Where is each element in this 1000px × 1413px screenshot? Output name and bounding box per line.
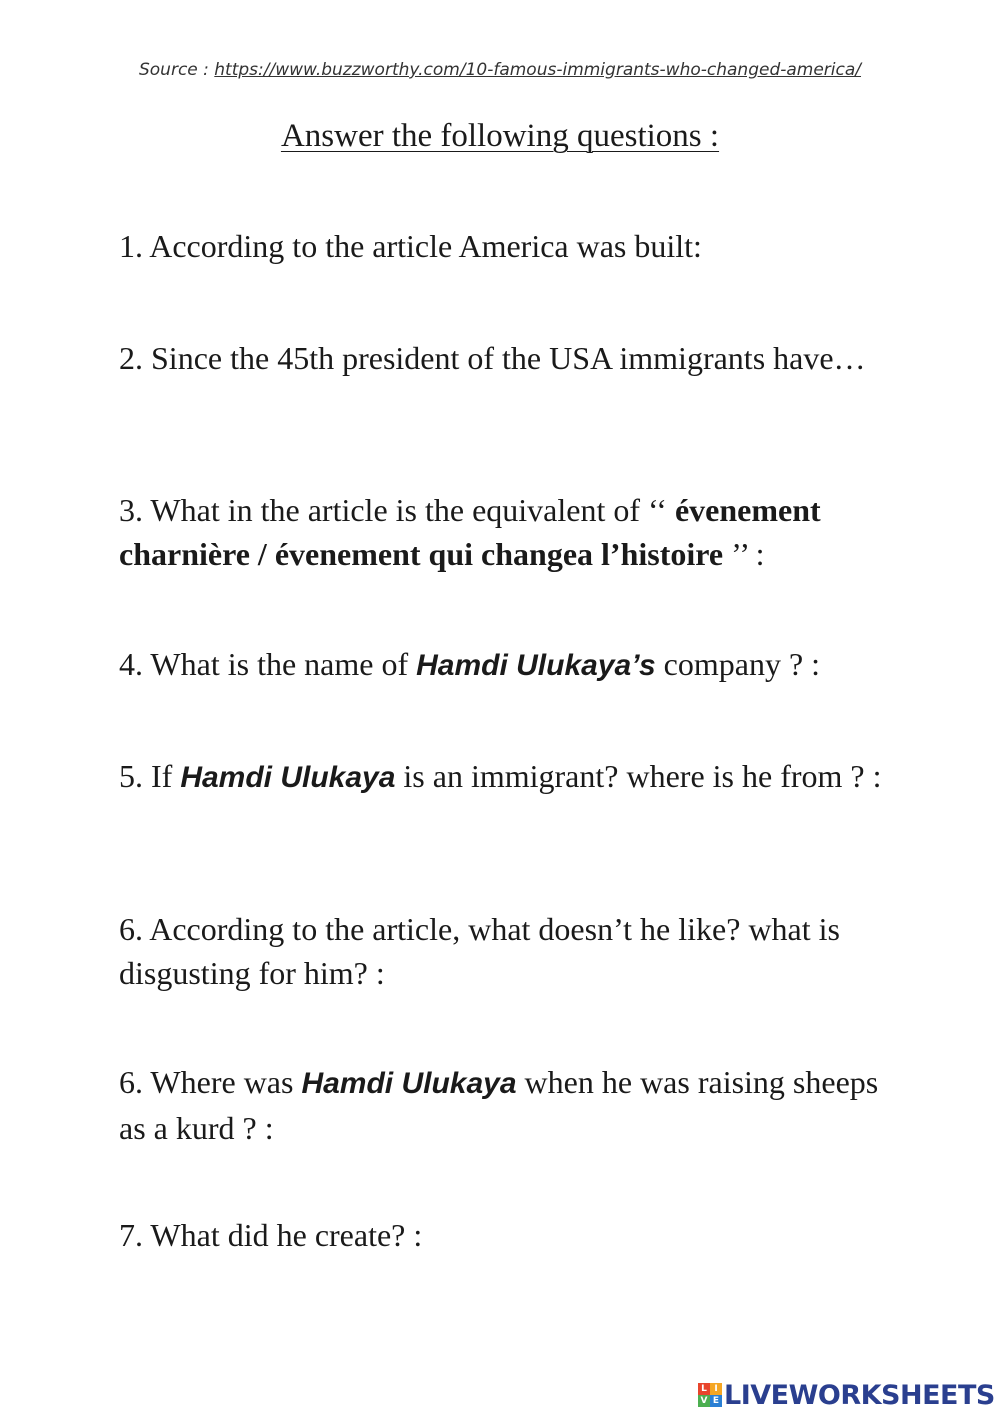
source-link[interactable]: https://www.buzzworthy.com/10-famous-immigrants-who-changed-america/ — [214, 60, 862, 80]
question-3-suffix: ’’ : — [723, 536, 765, 572]
question-6b-suffix: when he was raising sheeps as a kurd ? : — [119, 1064, 879, 1146]
source-line — [0, 60, 1000, 80]
logo-icon-letter: I — [710, 1383, 722, 1395]
liveworksheets-logo-icon — [698, 1383, 722, 1407]
question-6b-person-name: Hamdi Ulukaya — [301, 1067, 517, 1100]
question-1: 1. According to the article America was built: — [119, 228, 702, 264]
liveworksheets-logo — [698, 1378, 995, 1412]
question-4-suffix: company ? : — [655, 646, 821, 682]
question-5-text: 5. If — [119, 758, 181, 794]
question-5-person-name: Hamdi Ulukaya — [180, 761, 396, 794]
question-4 — [119, 642, 899, 688]
source-prefix: Source : — [138, 60, 215, 80]
question-6b-text: 6. Where was — [119, 1064, 302, 1100]
question-2: 2. Since the 45th president of the USA immigrants have… — [119, 340, 866, 376]
logo-icon-letter: L — [698, 1383, 710, 1395]
question-3-text: 3. What in the article is the equivalent of ‘‘ — [119, 492, 675, 528]
question-6b — [119, 1060, 899, 1150]
question-7: 7. What did he create? : — [119, 1217, 423, 1253]
question-6a: 6. According to the article, what doesn’t he like? what is disgusting for him? : — [119, 911, 840, 991]
question-4-person-name: Hamdi Ulukaya’s — [416, 649, 656, 682]
worksheet-heading: Answer the following questions : — [280, 118, 720, 154]
question-5 — [119, 754, 899, 800]
logo-icon-letter: V — [698, 1395, 710, 1407]
logo-icon-letter: E — [710, 1395, 722, 1407]
question-3-french-term: évenement charnière / évenement qui changea l’histoire — [119, 492, 821, 572]
question-4-text: 4. What is the name of — [119, 646, 417, 682]
liveworksheets-logo-text: LIVEWORKSHEETS — [724, 1379, 995, 1411]
question-5-suffix: is an immigrant? where is he from ? : — [395, 758, 882, 794]
question-3 — [119, 488, 899, 576]
